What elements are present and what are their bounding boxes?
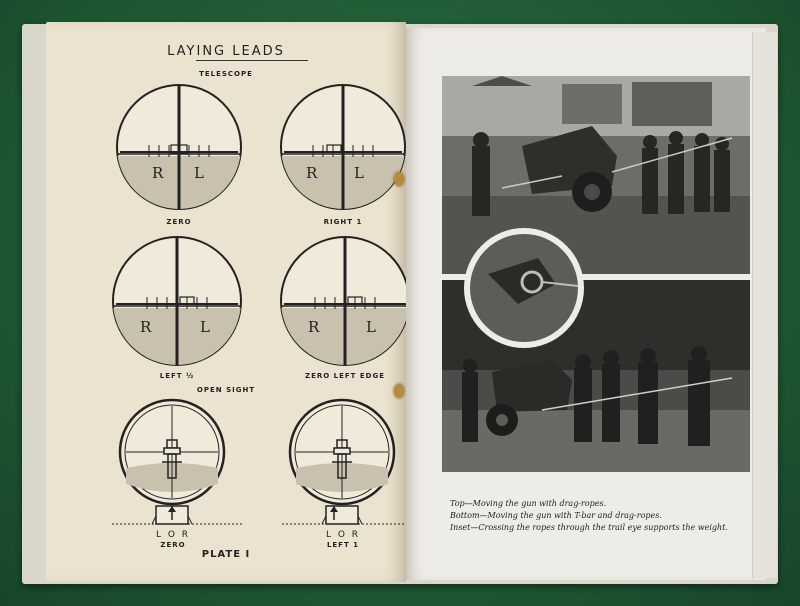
reticle-label: ZERO LEFT EDGE bbox=[305, 372, 385, 380]
reticle-mark-r: R bbox=[308, 318, 320, 336]
reticle-right-1 bbox=[278, 82, 408, 212]
title-underline bbox=[196, 60, 308, 61]
open-sight-label: LEFT 1 bbox=[326, 541, 360, 549]
reticle-mark-l: L bbox=[366, 318, 376, 336]
open-sight-marks: L O R bbox=[155, 530, 191, 540]
reticle-zero bbox=[114, 82, 244, 212]
caption-top: Top—Moving the gun with drag-ropes. bbox=[450, 499, 607, 508]
page-title: LAYING LEADS bbox=[167, 44, 285, 59]
caption-bottom: Bottom—Moving the gun with T-bar and drag-ropes. bbox=[450, 511, 662, 520]
plate-number: PLATE I bbox=[201, 549, 251, 560]
reticle-label: ZERO bbox=[166, 218, 192, 226]
reticle-zero-left-edge bbox=[278, 234, 412, 368]
open-sight-heading: OPEN SIGHT bbox=[196, 386, 256, 394]
left-page bbox=[46, 22, 406, 582]
open-sight-left-1 bbox=[282, 396, 422, 528]
photo-caption bbox=[450, 498, 750, 534]
reticle-mark-l: L bbox=[194, 164, 204, 182]
reticle-mark-l: L bbox=[200, 318, 210, 336]
open-sight-zero bbox=[112, 396, 252, 528]
reticle-mark-r: R bbox=[152, 164, 164, 182]
telescope-heading: TELESCOPE bbox=[199, 70, 253, 78]
reticle-label: RIGHT 1 bbox=[323, 218, 363, 226]
reticle-label: LEFT ½ bbox=[159, 372, 195, 380]
staple-hole bbox=[394, 384, 404, 398]
photo-inset-trail-eye bbox=[458, 224, 590, 352]
open-booklet bbox=[22, 18, 782, 588]
page-edge bbox=[752, 32, 777, 578]
open-sight-label: ZERO bbox=[160, 541, 186, 549]
reticle-left-half bbox=[110, 234, 244, 368]
reticle-mark-r: R bbox=[306, 164, 318, 182]
reticle-mark-l: L bbox=[354, 164, 364, 182]
right-page bbox=[406, 28, 766, 580]
staple-hole bbox=[394, 172, 404, 186]
open-sight-marks: L O R bbox=[325, 530, 361, 540]
caption-inset: Inset—Crossing the ropes through the trail eye supports the weight. bbox=[450, 523, 728, 532]
reticle-mark-r: R bbox=[140, 318, 152, 336]
